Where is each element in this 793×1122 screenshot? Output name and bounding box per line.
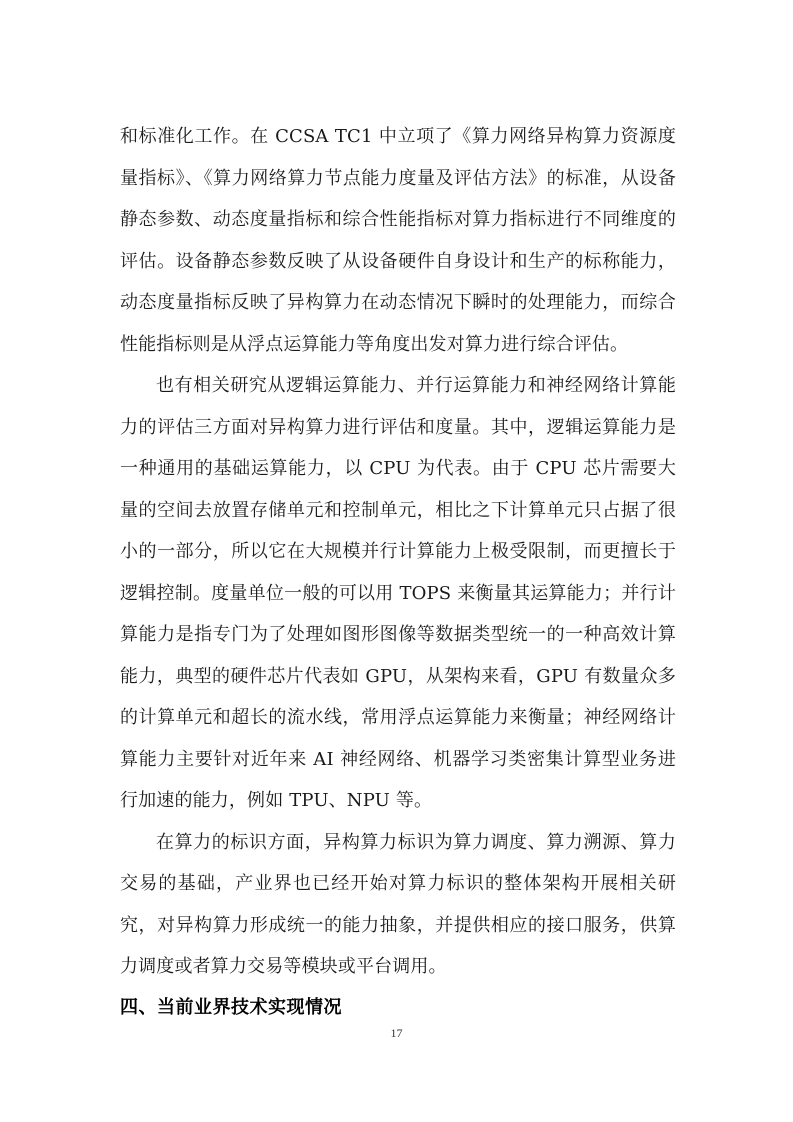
paragraph-compute-identification: 在算力的标识方面，异构算力标识为算力调度、算力溯源、算力交易的基础，产业界也已经开始对算力标识的整体架构开展相关研究，对异构算力形成统一的能力抽象，并提供相应的接口服务，供算力调度或者算力交易等模块或平台调用。 [120, 831, 676, 977]
paragraph-heterogeneous-evaluation: 也有相关研究从逻辑运算能力、并行运算能力和神经网络计算能力的评估三方面对异构算力进行评估和度量。其中，逻辑运算能力是一种通用的基础运算能力，以 CPU 为代表。由于 CPU 芯片需要大量的空间去放置存储单元和控制单元，相比之下计算单元只占据了很小的一部分，所以它在大规模并行计算能力上极受限制，而更擅长于逻辑控制。度量单位一般的可以用 TOPS 来衡量其运算能力；并行计算能力是指专门为了处理如图形图像等数据类型统一的一种高效计算能力，典型的硬件芯片代表如 GPU，从架构来看，GPU 有数量众多的计算单元和超长的流水线，常用浮点运算能力来衡量；神经网络计算能力主要针对近年来 AI 神经网络、机器学习类密集计算型业务进行加速的能力，例如 TPU、NPU 等。 [120, 375, 676, 811]
page-body [120, 116, 676, 1028]
paragraph-continued: 和标准化工作。在 CCSA TC1 中立项了《算力网络异构算力资源度量指标》、《算力网络算力节点能力度量及评估方法》的标准，从设备静态参数、动态度量指标和综合性能指标对算力指标进行不同维度的评估。设备静态参数反映了从设备硬件自身设计和生产的标称能力，动态度量指标反映了异构算力在动态情况下瞬时的处理能力，而综合性能指标则是从浮点运算能力等角度出发对算力进行综合评估。 [120, 126, 676, 355]
section-heading: 四、当前业界技术实现情况 [120, 996, 342, 1018]
page-number: 17 [390, 1026, 403, 1040]
